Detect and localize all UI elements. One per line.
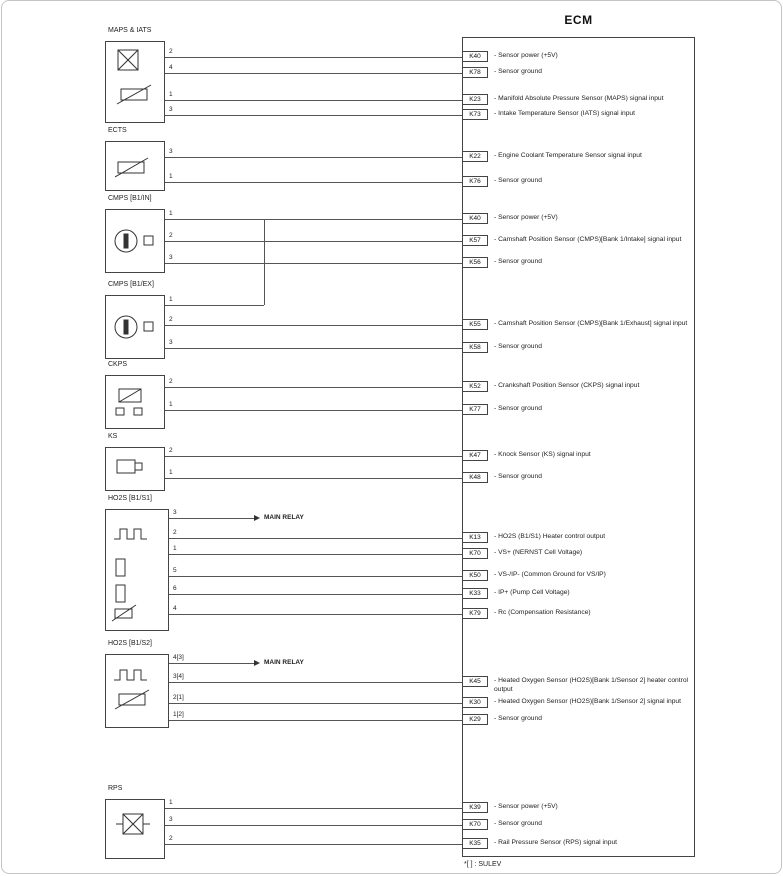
connector-pin-number: 1 xyxy=(169,296,173,303)
wire xyxy=(165,100,462,101)
pressure-sensor-symbol xyxy=(113,805,159,858)
connector-label: ECTS xyxy=(108,127,127,134)
connector-pin-number: 2 xyxy=(169,378,173,385)
connector-pin-number: 4[3] xyxy=(173,654,184,661)
main-relay-arrow-icon xyxy=(254,660,260,666)
ecm-pin-desc: - Sensor power (+5V) xyxy=(494,214,690,223)
ecm-pin-box: K58 xyxy=(462,342,488,353)
wire xyxy=(165,182,462,183)
ecm-pin-box: K77 xyxy=(462,404,488,415)
connector-pin-number: 3 xyxy=(169,106,173,113)
ecm-pin-box: K79 xyxy=(462,608,488,619)
ecm-pin-desc: - Sensor ground xyxy=(494,177,690,186)
ecm-pin-box: K33 xyxy=(462,588,488,599)
connector-pin-number: 2 xyxy=(169,316,173,323)
ecm-pin-box: K22 xyxy=(462,151,488,162)
wire xyxy=(165,387,462,388)
connector-pin-number: 1 xyxy=(169,173,173,180)
oxygen-sensor-symbol xyxy=(110,662,166,727)
wire xyxy=(169,554,462,555)
ecm-pin-desc: - Knock Sensor (KS) signal input xyxy=(494,451,690,460)
ecm-pin-desc: - HO2S (B1/S1) Heater control output xyxy=(494,533,690,542)
main-relay-label: MAIN RELAY xyxy=(264,659,304,666)
ecm-pin-box: K78 xyxy=(462,67,488,78)
wire xyxy=(165,348,462,349)
connector-label: RPS xyxy=(108,785,123,792)
connector-label: CKPS xyxy=(108,361,128,368)
wire xyxy=(165,219,462,220)
ecm-pin-box: K23 xyxy=(462,94,488,105)
hall-sensor-symbol xyxy=(111,309,159,350)
ecm-pin-desc: - Sensor power (+5V) xyxy=(494,52,690,61)
page-frame xyxy=(1,0,782,874)
wire xyxy=(165,115,462,116)
ecm-pin-box: K13 xyxy=(462,532,488,543)
oxygen-sensor-symbol xyxy=(110,515,166,632)
ecm-pin-box: K29 xyxy=(462,714,488,725)
ecm-pin-box: K47 xyxy=(462,450,488,461)
ecm-pin-desc: - Sensor ground xyxy=(494,258,690,267)
ecm-pin-box: K40 xyxy=(462,51,488,62)
wire xyxy=(165,57,462,58)
ecm-pin-box: K70 xyxy=(462,819,488,830)
wire xyxy=(165,808,462,809)
ecm-pin-box: K57 xyxy=(462,235,488,246)
wire xyxy=(169,703,462,704)
wire xyxy=(169,576,462,577)
wire xyxy=(165,325,462,326)
ecm-pin-box: K56 xyxy=(462,257,488,268)
ecm-pin-desc: - Heated Oxygen Sensor (HO2S)[Bank 1/Sensor 2] heater control output xyxy=(494,677,690,694)
pressure-and-thermistor-symbol xyxy=(113,47,159,116)
connector-pin-number: 1 xyxy=(169,799,173,806)
connector-label: HO2S [B1/S1] xyxy=(108,495,152,502)
ecm-pin-desc: - Rc (Compensation Resistance) xyxy=(494,609,690,618)
ecm-pin-desc: - Sensor ground xyxy=(494,68,690,77)
wire xyxy=(169,594,462,595)
ecm-pin-desc: - Sensor ground xyxy=(494,473,690,482)
connector-label: CMPS [B1/EX] xyxy=(108,281,154,288)
connector-pin-number: 2 xyxy=(169,835,173,842)
connector-pin-number: 1 xyxy=(173,545,177,552)
connector-pin-number: 4 xyxy=(173,605,177,612)
ecm-pin-box: K35 xyxy=(462,838,488,849)
connector-label: KS xyxy=(108,433,118,440)
ecm-pin-desc: - Sensor ground xyxy=(494,405,690,414)
ecm-pin-desc: - Crankshaft Position Sensor (CKPS) signal input xyxy=(494,382,690,391)
connector-pin-number: 2[1] xyxy=(173,694,184,701)
wire xyxy=(165,825,462,826)
wire xyxy=(169,518,254,519)
wire xyxy=(165,73,462,74)
connector-pin-number: 3 xyxy=(169,254,173,261)
wire xyxy=(169,663,254,664)
ecm-pin-desc: - Camshaft Position Sensor (CMPS)[Bank 1/Exhaust] signal input xyxy=(494,320,690,329)
connector-pin-number: 3 xyxy=(173,509,177,516)
connector-pin-number: 2 xyxy=(169,232,173,239)
wire xyxy=(169,720,462,721)
wire-junction xyxy=(264,219,265,305)
connector-pin-number: 3 xyxy=(169,816,173,823)
ecm-pin-box: K39 xyxy=(462,802,488,813)
ecm-pin-desc: - Sensor ground xyxy=(494,820,690,829)
ecm-pin-box: K48 xyxy=(462,472,488,483)
ecm-pin-desc: - Manifold Absolute Pressure Sensor (MAPS) signal input xyxy=(494,95,690,104)
ecm-pin-box: K40 xyxy=(462,213,488,224)
ecm-pin-box: K45 xyxy=(462,676,488,687)
main-relay-label: MAIN RELAY xyxy=(264,514,304,521)
connector-pin-number: 1 xyxy=(169,401,173,408)
ecm-pin-desc: - Heated Oxygen Sensor (HO2S)[Bank 1/Sensor 2] signal input xyxy=(494,698,690,707)
wire xyxy=(165,157,462,158)
ecm-pin-desc: - Engine Coolant Temperature Sensor signal input xyxy=(494,152,690,161)
wire xyxy=(169,538,462,539)
ecm-pin-desc: - Sensor ground xyxy=(494,343,690,352)
connector-pin-number: 1 xyxy=(169,91,173,98)
wire xyxy=(165,263,462,264)
connector-pin-number: 3 xyxy=(169,339,173,346)
ecm-pin-desc: - Camshaft Position Sensor (CMPS)[Bank 1/Intake] signal input xyxy=(494,236,690,245)
connector-pin-number: 2 xyxy=(169,48,173,55)
ecm-pin-desc: - Intake Temperature Sensor (IATS) signal input xyxy=(494,110,690,119)
ecm-pin-desc: - Sensor ground xyxy=(494,715,690,724)
ecm-title: ECM xyxy=(564,13,593,27)
ecm-pin-desc: - VS+ (NERNST Cell Voltage) xyxy=(494,549,690,558)
sulev-footnote: *[ ] : SULEV xyxy=(464,861,502,868)
ecm-pin-box: K50 xyxy=(462,570,488,581)
connector-pin-number: 4 xyxy=(169,64,173,71)
ecm-pin-box: K73 xyxy=(462,109,488,120)
ecm-pin-box: K70 xyxy=(462,548,488,559)
connector-pin-number: 2 xyxy=(169,447,173,454)
ecm-pin-box: K55 xyxy=(462,319,488,330)
ecm-pin-desc: - VS-/IP- (Common Ground for VS/IP) xyxy=(494,571,690,580)
wire xyxy=(165,305,264,306)
connector-label: CMPS [B1/IN] xyxy=(108,195,152,202)
hall-sensor-symbol xyxy=(111,223,159,264)
ecm-pin-box: K52 xyxy=(462,381,488,392)
connector-pin-number: 3 xyxy=(169,148,173,155)
connector-pin-number: 6 xyxy=(173,585,177,592)
ecm-pin-desc: - Rail Pressure Sensor (RPS) signal input xyxy=(494,839,690,848)
wire xyxy=(165,478,462,479)
thermistor-symbol xyxy=(115,157,155,184)
crank-sensor-symbol xyxy=(113,387,159,424)
connector-pin-number: 1 xyxy=(169,469,173,476)
ecm-pin-box: K30 xyxy=(462,697,488,708)
connector-pin-number: 3[4] xyxy=(173,673,184,680)
ecm-pin-box: K76 xyxy=(462,176,488,187)
connector-pin-number: 5 xyxy=(173,567,177,574)
wire xyxy=(165,410,462,411)
connector-pin-number: 2 xyxy=(173,529,177,536)
connector-label: MAPS & IATS xyxy=(108,27,152,34)
wire xyxy=(169,614,462,615)
knock-sensor-symbol xyxy=(115,456,153,487)
main-relay-arrow-icon xyxy=(254,515,260,521)
wire xyxy=(165,844,462,845)
ecm-pin-desc: - Sensor power (+5V) xyxy=(494,803,690,812)
ecm-wiring-diagram xyxy=(2,1,781,873)
connector-label: HO2S [B1/S2] xyxy=(108,640,152,647)
connector-pin-number: 1[2] xyxy=(173,711,184,718)
ecm-pin-desc: - IP+ (Pump Cell Voltage) xyxy=(494,589,690,598)
wire xyxy=(165,456,462,457)
wire xyxy=(169,682,462,683)
connector-pin-number: 1 xyxy=(169,210,173,217)
wire xyxy=(165,241,462,242)
